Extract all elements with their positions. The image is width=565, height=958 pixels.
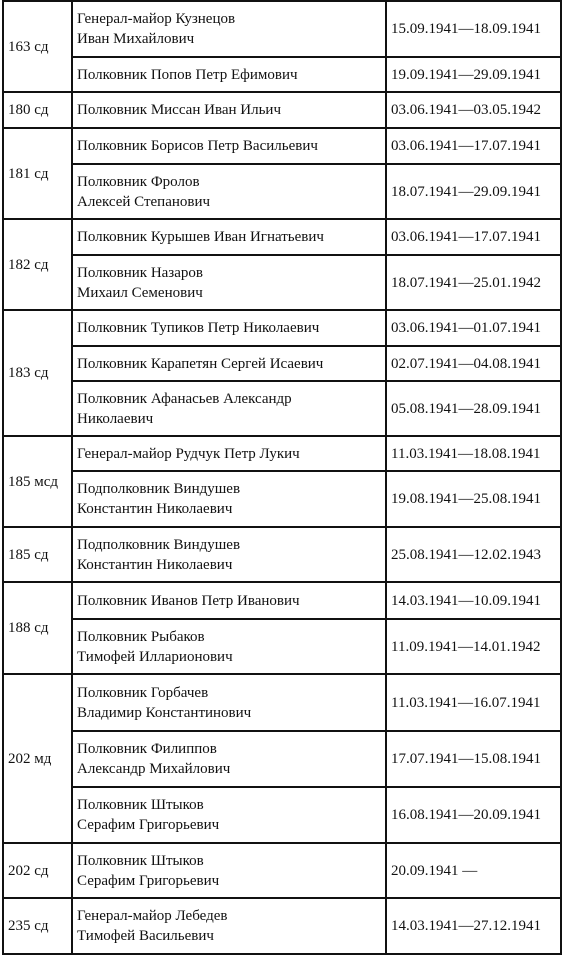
commander-name-line: Полковник Назаров bbox=[77, 264, 203, 281]
commander-name-line: Подполковник Виндушев bbox=[77, 536, 241, 553]
table-row bbox=[3, 381, 561, 436]
table-row bbox=[3, 787, 561, 843]
table-row bbox=[3, 310, 561, 346]
commander-name-line: Тимофей Илларионович bbox=[77, 648, 233, 665]
tenure-cell: 19.09.1941—29.09.1941 bbox=[386, 57, 561, 92]
commander-cell bbox=[72, 674, 386, 731]
table-row bbox=[3, 346, 561, 381]
table-row bbox=[3, 898, 561, 954]
commander-cell bbox=[72, 731, 386, 787]
commander-cell bbox=[72, 57, 386, 92]
unit-cell: 235 сд bbox=[3, 898, 72, 954]
commander-name-line: Михаил Семенович bbox=[77, 284, 203, 301]
commander-cell bbox=[72, 898, 386, 954]
commander-cell bbox=[72, 310, 386, 346]
tenure-cell: 25.08.1941—12.02.1943 bbox=[386, 527, 561, 582]
commander-name-line: Тимофей Васильевич bbox=[77, 928, 214, 944]
unit-cell: 180 сд bbox=[3, 92, 72, 128]
commander-cell bbox=[72, 255, 386, 310]
table-row bbox=[3, 436, 561, 471]
unit-cell: 185 сд bbox=[3, 527, 72, 582]
table-row bbox=[3, 582, 561, 619]
tenure-cell: 03.06.1941—03.05.1942 bbox=[386, 92, 561, 128]
unit-cell: 182 сд bbox=[3, 219, 72, 310]
table-row bbox=[3, 527, 561, 582]
tenure-cell: 03.06.1941—01.07.1941 bbox=[386, 310, 561, 346]
tenure-cell: 20.09.1941 — bbox=[386, 843, 561, 898]
commander-cell bbox=[72, 787, 386, 843]
table-row bbox=[3, 674, 561, 731]
commanders-table-body bbox=[3, 1, 561, 954]
commander-name-line: Алексей Степанович bbox=[77, 193, 211, 210]
commander-name-line: Полковник Афанасьев Александр bbox=[77, 390, 292, 407]
commander-name-line: Владимир Константинович bbox=[77, 704, 252, 721]
table-row bbox=[3, 164, 561, 219]
commander-name-line: Полковник Рыбаков bbox=[77, 628, 205, 645]
unit-cell: 202 мд bbox=[3, 674, 72, 843]
table-row bbox=[3, 1, 561, 57]
table-row bbox=[3, 219, 561, 255]
unit-cell: 181 сд bbox=[3, 128, 72, 219]
unit-cell: 202 сд bbox=[3, 843, 72, 898]
commander-cell bbox=[72, 219, 386, 255]
tenure-cell: 17.07.1941—15.08.1941 bbox=[386, 731, 561, 787]
commander-cell bbox=[72, 619, 386, 674]
commander-cell bbox=[72, 582, 386, 619]
commander-name-line: Генерал-майор Лебедев bbox=[77, 908, 228, 924]
table-row bbox=[3, 92, 561, 128]
tenure-cell: 05.08.1941—28.09.1941 bbox=[386, 381, 561, 436]
tenure-cell: 11.03.1941—16.07.1941 bbox=[386, 674, 561, 731]
table-row bbox=[3, 128, 561, 164]
commander-cell bbox=[72, 346, 386, 381]
commander-name-line: Полковник Борисов Петр Васильевич bbox=[77, 138, 318, 154]
commander-name-line: Константин Николаевич bbox=[77, 556, 233, 573]
commander-name-line: Полковник Горбачев bbox=[77, 684, 209, 701]
commander-name-line: Серафим Григорьевич bbox=[77, 817, 220, 833]
commander-cell bbox=[72, 381, 386, 436]
commander-name-line: Полковник Филиппов bbox=[77, 741, 217, 757]
commander-cell bbox=[72, 92, 386, 128]
tenure-cell: 14.03.1941—10.09.1941 bbox=[386, 582, 561, 619]
commander-name-line: Серафим Григорьевич bbox=[77, 872, 220, 889]
unit-cell: 185 мсд bbox=[3, 436, 72, 527]
commander-cell bbox=[72, 1, 386, 57]
tenure-cell: 03.06.1941—17.07.1941 bbox=[386, 128, 561, 164]
unit-cell: 188 сд bbox=[3, 582, 72, 674]
commander-name-line: Полковник Попов Петр Ефимович bbox=[77, 66, 298, 83]
commander-name-line: Полковник Иванов Петр Иванович bbox=[77, 592, 300, 609]
commander-name-line: Полковник Миссан Иван Ильич bbox=[77, 102, 282, 118]
tenure-cell: 14.03.1941—27.12.1941 bbox=[386, 898, 561, 954]
tenure-cell: 11.03.1941—18.08.1941 bbox=[386, 436, 561, 471]
tenure-cell: 03.06.1941—17.07.1941 bbox=[386, 219, 561, 255]
commander-cell bbox=[72, 128, 386, 164]
commander-name-line: Константин Николаевич bbox=[77, 501, 233, 517]
tenure-cell: 15.09.1941—18.09.1941 bbox=[386, 1, 561, 57]
commander-cell bbox=[72, 164, 386, 219]
table-row bbox=[3, 57, 561, 92]
table-row bbox=[3, 471, 561, 527]
commander-cell bbox=[72, 527, 386, 582]
commanders-table bbox=[2, 0, 562, 955]
tenure-cell: 18.07.1941—29.09.1941 bbox=[386, 164, 561, 219]
commander-name-line: Полковник Штыков bbox=[77, 852, 204, 869]
tenure-cell: 18.07.1941—25.01.1942 bbox=[386, 255, 561, 310]
commander-name-line: Полковник Карапетян Сергей Исаевич bbox=[77, 355, 324, 372]
tenure-cell: 19.08.1941—25.08.1941 bbox=[386, 471, 561, 527]
tenure-cell: 02.07.1941—04.08.1941 bbox=[386, 346, 561, 381]
commander-name-line: Николаевич bbox=[77, 410, 154, 427]
tenure-cell: 11.09.1941—14.01.1942 bbox=[386, 619, 561, 674]
commander-name-line: Полковник Курышев Иван Игнатьевич bbox=[77, 229, 324, 245]
unit-cell: 163 сд bbox=[3, 1, 72, 92]
commander-name-line: Полковник Фролов bbox=[77, 173, 200, 190]
commander-name-line: Генерал-майор Рудчук Петр Лукич bbox=[77, 445, 300, 462]
commander-name-line: Иван Михайлович bbox=[77, 31, 195, 47]
unit-cell: 183 сд bbox=[3, 310, 72, 436]
commander-name-line: Полковник Тупиков Петр Николаевич bbox=[77, 320, 320, 336]
commander-cell bbox=[72, 843, 386, 898]
commander-name-line: Александр Михайлович bbox=[77, 761, 231, 777]
table-row bbox=[3, 619, 561, 674]
commander-cell bbox=[72, 471, 386, 527]
tenure-cell: 16.08.1941—20.09.1941 bbox=[386, 787, 561, 843]
commander-name-line: Генерал-майор Кузнецов bbox=[77, 11, 236, 27]
table-row bbox=[3, 255, 561, 310]
commander-name-line: Подполковник Виндушев bbox=[77, 481, 241, 497]
commander-cell bbox=[72, 436, 386, 471]
commander-name-line: Полковник Штыков bbox=[77, 797, 204, 813]
table-row bbox=[3, 843, 561, 898]
table-row bbox=[3, 731, 561, 787]
